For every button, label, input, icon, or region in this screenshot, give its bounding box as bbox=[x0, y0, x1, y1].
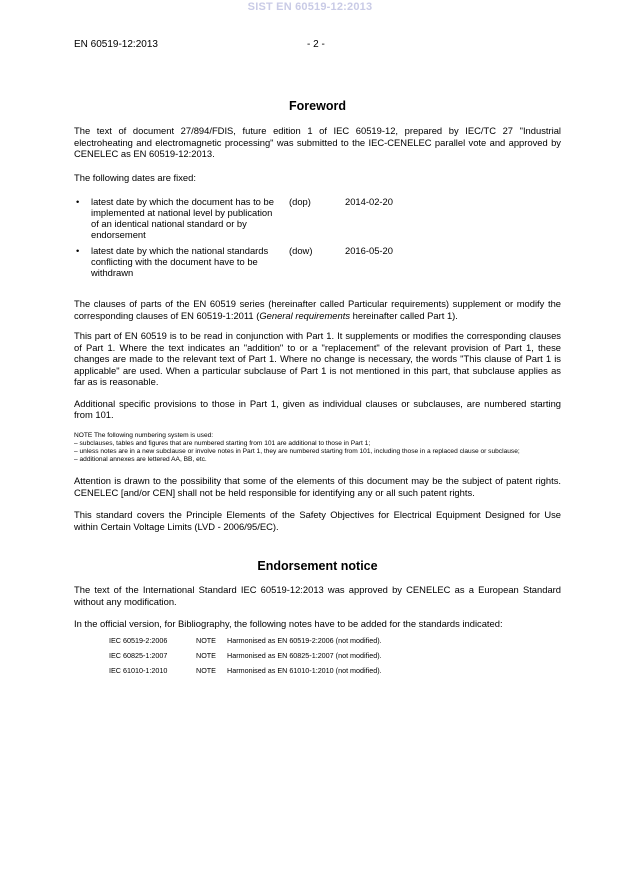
table-row bbox=[74, 636, 561, 651]
note-line: – additional annexes are lettered AA, BB, etc. bbox=[74, 455, 207, 463]
bullet: • bbox=[76, 196, 80, 207]
foreword-title: Foreword bbox=[289, 99, 346, 113]
numbering-note bbox=[74, 432, 561, 464]
foreword-paragraph-6: This standard covers the Principle Elements of the Safety Objectives for Electrical Equipment Designed for Use within Certain Voltage Limits (LVD - 2006/95/EC). bbox=[74, 509, 561, 532]
standard-id: IEC 60519-2:2006 bbox=[109, 635, 168, 645]
bullet: • bbox=[76, 245, 80, 256]
foreword-paragraph-2: The clauses of parts of the EN 60519 series (hereinafter called Particular requirements) supplement or modify the corresponding clauses of EN 60519-1:2011 (General requirements hereinafter called Part 1). bbox=[74, 298, 561, 321]
note-line: – unless notes are in a new subclause or involve notes in Part 1, they are numbered starting from 101, including those in a replaced clause or subclause; bbox=[74, 447, 520, 455]
header-page-number: - 2 - bbox=[307, 39, 325, 50]
standard-note-text: Harmonised as EN 60519-2:2006 (not modified). bbox=[227, 635, 382, 645]
standard-note-label: NOTE bbox=[196, 665, 216, 675]
standard-note-label: NOTE bbox=[196, 635, 216, 645]
date-value: 2016-05-20 bbox=[345, 245, 393, 256]
foreword-paragraph-1: The text of document 27/894/FDIS, future edition 1 of IEC 60519-12, prepared by IEC/TC 27 "Industrial electroheating and electromagnetic processing" was submitted to the IEC-CENELEC parallel vote and approved by CENELEC as EN 60519-12:2013. bbox=[74, 125, 561, 159]
standard-note-label: NOTE bbox=[196, 650, 216, 660]
note-line: NOTE The following numbering system is used: bbox=[74, 431, 214, 439]
standard-note-text: Harmonised as EN 60825-1:2007 (not modified). bbox=[227, 650, 382, 660]
foreword-paragraph-4: Additional specific provisions to those in Part 1, given as individual clauses or subclauses, are numbered starting from 101. bbox=[74, 397, 561, 420]
table-row bbox=[74, 651, 561, 666]
endorsement-paragraph-1: The text of the International Standard IEC 60519-12:2013 was approved by CENELEC as a European Standard without any modification. bbox=[74, 584, 561, 607]
standard-id: IEC 60825-1:2007 bbox=[109, 650, 168, 660]
date-code: (dop) bbox=[289, 196, 311, 207]
note-line: – subclauses, tables and figures that are numbered starting from 101 are additional to those in Part 1; bbox=[74, 439, 371, 447]
endorsement-title: Endorsement notice bbox=[257, 559, 378, 574]
table-row bbox=[74, 666, 561, 681]
header-doc-id: EN 60519-12:2013 bbox=[74, 39, 158, 50]
page-content bbox=[74, 99, 561, 681]
date-description: latest date by which the document has to be implemented at national level by publication of an identical national standard or by endorsement bbox=[91, 196, 274, 240]
dates-list bbox=[74, 196, 561, 290]
standard-note-text: Harmonised as EN 61010-1:2010 (not modified). bbox=[227, 665, 382, 675]
standards-list bbox=[74, 636, 561, 681]
endorsement-paragraph-2: In the official version, for Bibliography, the following notes have to be added for the standards indicated: bbox=[74, 618, 503, 630]
date-value: 2014-02-20 bbox=[345, 196, 393, 207]
dates-intro: The following dates are fixed: bbox=[74, 171, 196, 183]
foreword-paragraph-3: This part of EN 60519 is to be read in conjunction with Part 1. It supplements or modifies the corresponding clauses of Part 1. Where the text indicates an "addition" to or a "replacement" of the relevant provision of Part 1, these changes are made to the relevant text of Part 1. Where no change is necessary, the words "This clause of Part 1 is applicable" are used. When a particular subclause of Part 1 is not mentioned in this part, that subclause applies as far as is reasonable. bbox=[74, 330, 561, 387]
date-description: latest date by which the national standards conflicting with the document have to be withdrawn bbox=[91, 245, 269, 278]
watermark: SIST EN 60519-12:2013 bbox=[247, 1, 373, 13]
date-code: (dow) bbox=[289, 245, 313, 256]
foreword-paragraph-5: Attention is drawn to the possibility that some of the elements of this document may be the subject of patent rights. CENELEC [and/or CEN] shall not be held responsible for identifying any or all such patent rights. bbox=[74, 474, 561, 498]
standard-id: IEC 61010-1:2010 bbox=[109, 665, 168, 675]
